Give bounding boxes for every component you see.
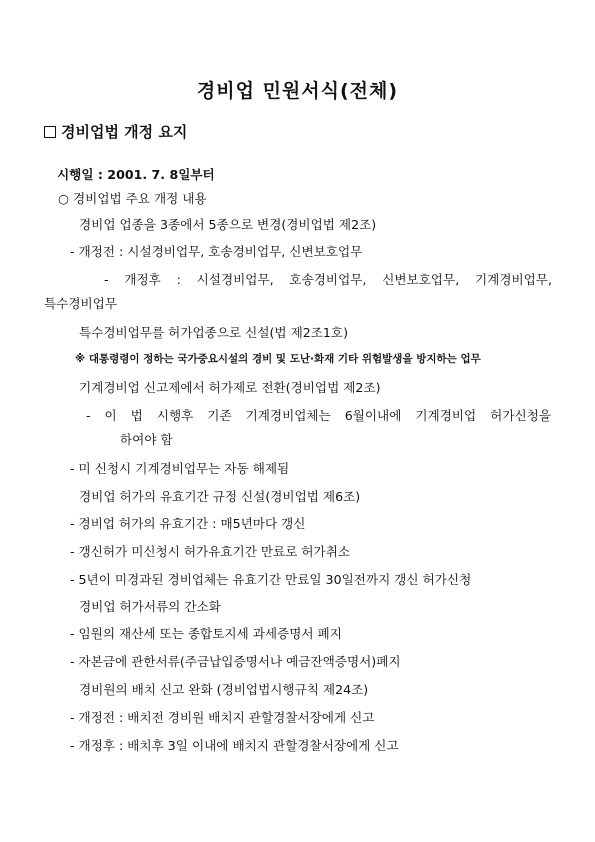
list-item: 경비업 허가서류의 간소화 [79, 599, 221, 614]
list-item: - 이 법 시행후 기존 기계경비업체는 6월이내에 기계경비업 허가신청을 [86, 408, 551, 423]
list-item: 경비원의 배치 신고 완화 (경비업법시행규칙 제24조) [79, 682, 369, 697]
list-item: ○ 경비업법 주요 개정 내용 [58, 191, 207, 206]
effective-date: 시행일 : 2001. 7. 8일부터 [57, 167, 215, 182]
page-title: 경비업 민원서식(전체) [196, 80, 399, 102]
list-item: 경비업 허가의 유효기간 규정 신설(경비업법 제6조) [79, 489, 361, 504]
section-heading [44, 121, 187, 142]
list-item: 특수경비업무를 허가업종으로 신설(법 제2조1호) [79, 325, 349, 340]
list-item: - 개정후 : 시설경비업무, 호송경비업무, 신변보호업무, 기계경비업무, [104, 272, 552, 287]
list-item: 경비업 업종을 3종에서 5종으로 변경(경비업법 제2조) [79, 217, 377, 232]
list-item: - 미 신청시 기계경비업무는 자동 해제됨 [70, 461, 290, 476]
list-item: - 임원의 재산세 또는 종합토지세 과세증명서 폐지 [70, 626, 342, 641]
checkbox-square-icon [44, 126, 56, 138]
section-title: 경비업법 개정 요지 [61, 123, 188, 141]
list-item: 하여야 함 [120, 432, 173, 447]
list-item: 기계경비업 신고제에서 허가제로 전환(경비업법 제2조) [79, 380, 381, 395]
list-item: 특수경비업무 [44, 296, 117, 311]
list-item: - 경비업 허가의 유효기간 : 매5년마다 갱신 [70, 516, 306, 531]
list-item: - 개정후 : 배치후 3일 이내에 배치지 관할경찰서장에게 신고 [70, 738, 399, 753]
note-text: ※ 대통령령이 정하는 국가중요시설의 경비 및 도난·화재 기타 위험발생을 방지하는 업무 [75, 353, 481, 365]
list-item: - 개정전 : 시설경비업무, 호송경비업무, 신변보호업무 [70, 244, 363, 259]
list-item: - 개정전 : 배치전 경비원 배치지 관할경찰서장에게 신고 [70, 710, 375, 725]
list-item: - 5년이 미경과된 경비업체는 유효기간 만료일 30일전까지 갱신 허가신청 [70, 572, 472, 587]
list-item: - 자본금에 관한서류(주금납입증명서나 예금잔액증명서)폐지 [70, 654, 401, 669]
list-item: - 갱신허가 미신청시 허가유효기간 만료로 허가취소 [70, 544, 351, 559]
